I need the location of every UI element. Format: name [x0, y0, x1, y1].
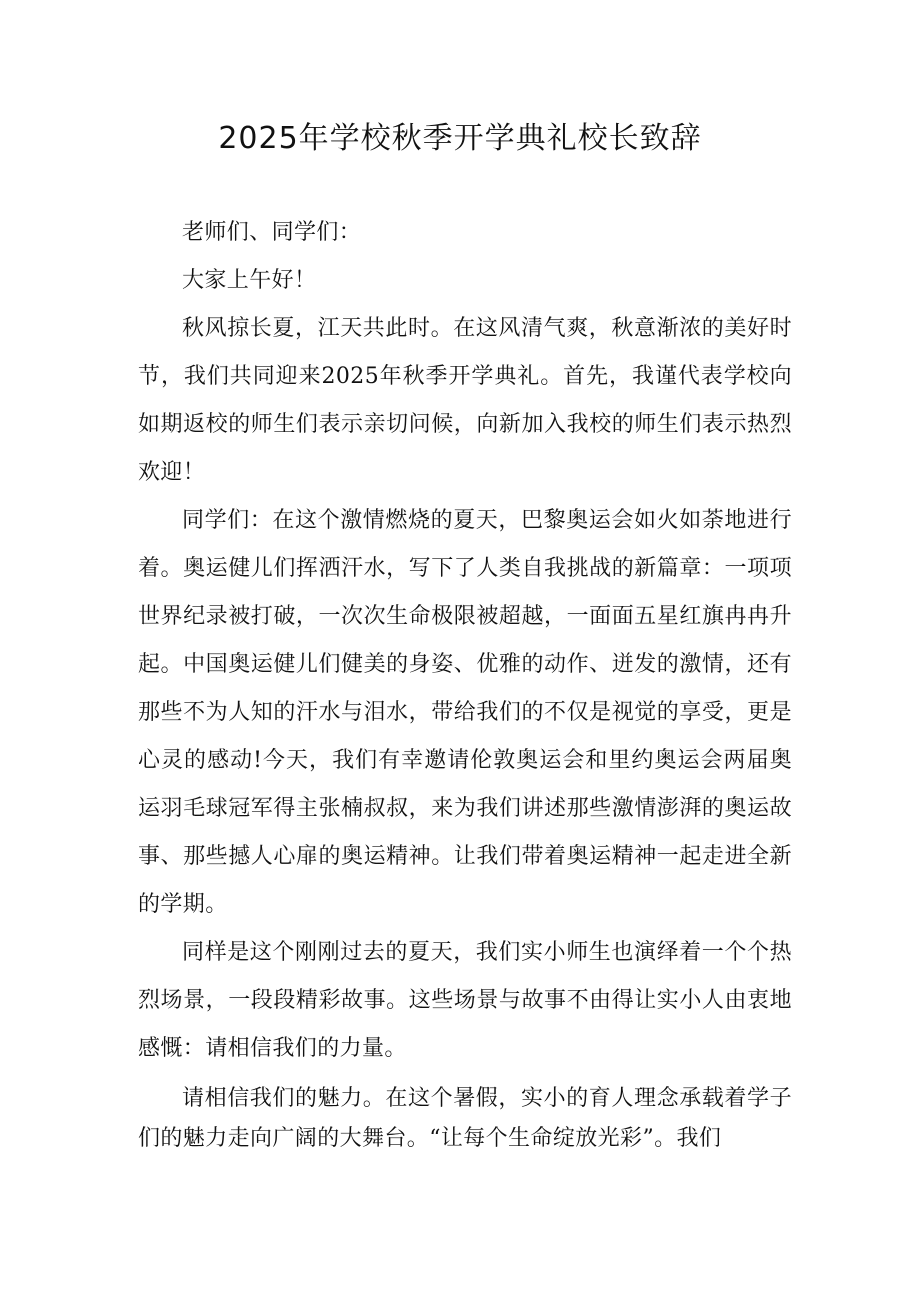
olympics-paragraph: 同学们：在这个激情燃烧的夏天，巴黎奥运会如火如荼地进行着。奥运健儿们挥洒汗水，写下了人类自我挑战的新篇章：一项项世界纪录被打破，一次次生命极限被超越，一面面五星红旗冉冉升起。中国奥运健儿们健美的身姿、优雅的动作、迸发的激情，还有那些不为人知的汗水与泪水，带给我们的不仅是视觉的享受，更是心灵的感动!今天，我们有幸邀请伦敦奥运会和里约奥运会两届奥运羽毛球冠军得主张楠叔叔，来为我们讲述那些激情澎湃的奥运故事、那些撼人心扉的奥运精神。让我们带着奥运精神一起走进全新的学期。 [138, 508, 792, 917]
salutation-paragraph: 大家上午好！ [182, 268, 317, 293]
document-body [138, 209, 792, 1159]
summer-paragraph: 同样是这个刚刚过去的夏天，我们实小师生也演绎着一个个热烈场景，一段段精彩故事。这些场景与故事不由得让实小人由衷地感慨：请相信我们的力量。 [138, 940, 792, 1061]
greeting-paragraph: 老师们、同学们： [182, 220, 362, 245]
welcome-paragraph: 秋风掠长夏，江天共此时。在这风清气爽，秋意渐浓的美好时节，我们共同迎来2025年秋季开学典礼。首先，我谨代表学校向如期返校的师生们表示亲切问候，向新加入我校的师生们表示热烈欢迎！ [138, 316, 792, 485]
charm-paragraph: 请相信我们的魅力。在这个暑假，实小的育人理念承载着学子们的魅力走向广阔的大舞台。“让每个生命绽放光彩”。我们 [138, 1086, 792, 1151]
document-title: 2025年学校秋季开学典礼校长致辞 [218, 121, 702, 156]
